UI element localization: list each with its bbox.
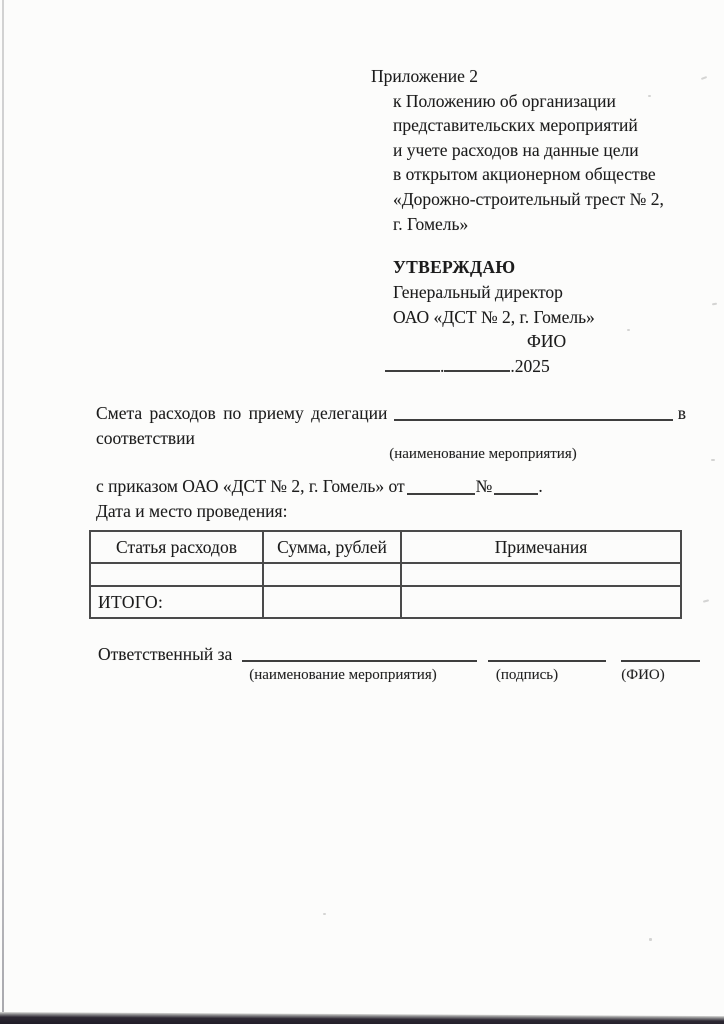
responsible-line — [98, 644, 700, 665]
date-separator: . — [440, 356, 445, 377]
estimate-wrap-line: соответствии — [96, 428, 195, 448]
header-cell-expense-item: Статья расходов — [90, 531, 263, 563]
approval-company: ОАО «ДСТ № 2, г. Гомель» — [393, 306, 595, 327]
appendix-line: и учете расходов на данные цели — [393, 139, 639, 160]
scan-left-edge — [2, 0, 4, 1014]
scan-speck — [701, 76, 707, 80]
scan-speck — [649, 938, 652, 941]
order-date-blank-line — [407, 479, 475, 495]
approval-fio-label: ФИО — [527, 331, 567, 352]
appendix-line: представительских мероприятий — [393, 115, 638, 136]
estimate-text: Смета расходов по приему делегации — [96, 403, 388, 423]
signature-caption-sign: (подпись) — [495, 667, 559, 683]
approval-block — [393, 255, 595, 379]
appendix-line: к Положению об организации — [393, 90, 616, 111]
signature-fio-blank-line — [621, 646, 700, 662]
appendix-line: в открытом акционерном обществе — [393, 164, 656, 185]
order-number-blank-line — [494, 479, 538, 495]
order-period: . — [538, 476, 543, 496]
appendix-line: «Дорожно-строительный трест № 2, — [393, 188, 664, 209]
date-place-label: Дата и место проведения: — [96, 501, 288, 521]
scan-speck — [703, 599, 709, 602]
empty-expense-cell — [90, 563, 263, 586]
total-notes-cell — [401, 586, 681, 618]
appendix-block — [371, 64, 664, 236]
header-cell-notes: Примечания — [401, 531, 681, 563]
date-year: .2025 — [510, 356, 550, 377]
empty-notes-cell — [401, 563, 681, 586]
date-month-blank-line — [444, 356, 510, 372]
total-amount-cell — [263, 586, 401, 618]
event-name-caption: (наименование мероприятия) — [389, 446, 577, 462]
approval-date-line — [385, 354, 595, 379]
table-empty-row — [90, 563, 681, 586]
estimate-suffix: в — [677, 403, 686, 423]
signature-caption-fio: (ФИО) — [621, 667, 665, 683]
expenses-table — [89, 530, 682, 619]
signature-sign-blank-line — [488, 646, 606, 662]
date-day-blank-line — [385, 356, 440, 372]
scan-speck — [711, 459, 715, 461]
appendix-line: г. Гомель» — [393, 213, 469, 234]
order-line — [96, 476, 543, 497]
total-label-cell: ИТОГО: — [90, 586, 263, 618]
scan-speck — [712, 303, 717, 306]
order-prefix: с приказом ОАО «ДСТ № 2, г. Гомель» от — [96, 476, 405, 496]
scan-speck — [323, 913, 326, 915]
responsible-label: Ответственный за — [98, 644, 233, 664]
estimate-line — [96, 403, 686, 424]
approval-title: УТВЕРЖДАЮ — [393, 257, 516, 277]
appendix-title: Приложение 2 — [371, 66, 479, 86]
scan-speck — [648, 95, 651, 97]
empty-amount-cell — [263, 563, 401, 586]
approval-position: Генеральный директор — [393, 281, 563, 302]
signature-event-blank-line — [242, 646, 477, 662]
numero-sign: № — [475, 476, 493, 496]
scan-bottom-edge — [0, 1012, 724, 1024]
table-total-row — [90, 586, 681, 618]
table-header-row — [90, 531, 681, 563]
scan-speck — [627, 329, 630, 331]
header-cell-amount: Сумма, рублей — [263, 531, 401, 563]
event-name-blank-line — [394, 419, 672, 421]
signature-caption-event: (наименование мероприятия) — [249, 667, 437, 683]
